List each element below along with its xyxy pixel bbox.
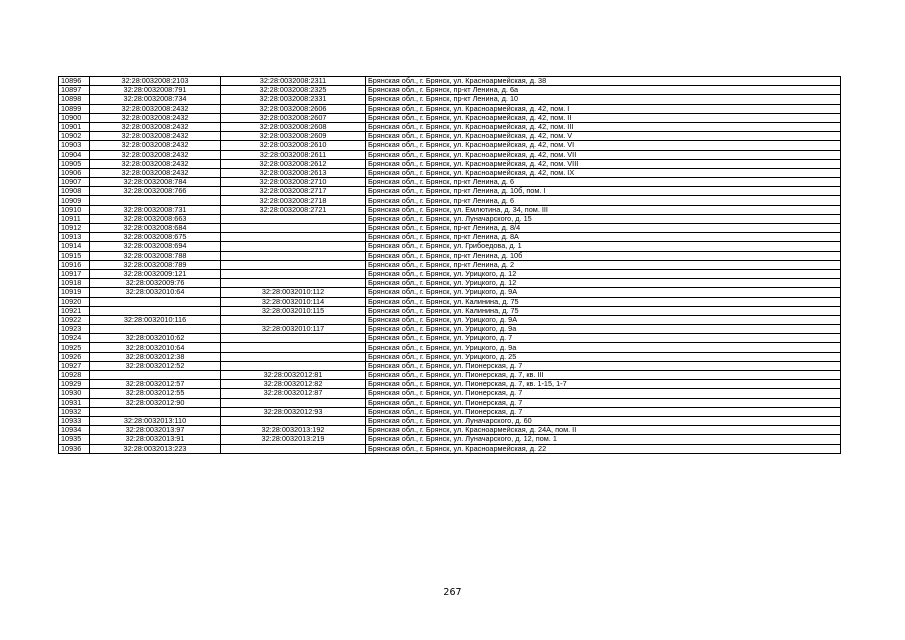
address-cell: Брянская обл., г. Брянск, ул. Красноармейская, д. 42, пом. II: [366, 113, 841, 122]
row-number-cell: 10904: [59, 150, 90, 159]
table-row: [59, 398, 841, 407]
address-cell: Брянская обл., г. Брянск, ул. Урицкого, д. 9а: [366, 325, 841, 334]
row-number-cell: 10914: [59, 242, 90, 251]
cadastral-number-cell: 32:28:0032008:2432: [90, 122, 221, 131]
cadastral-number-cell: 32:28:0032008:734: [90, 95, 221, 104]
object-cadastral-number-cell: [221, 398, 366, 407]
cadastral-number-cell: 32:28:0032010:62: [90, 334, 221, 343]
cadastral-number-cell: 32:28:0032012:90: [90, 398, 221, 407]
address-cell: Брянская обл., г. Брянск, ул. Луначарского, д. 12, пом. 1: [366, 435, 841, 444]
object-cadastral-number-cell: [221, 444, 366, 453]
object-cadastral-number-cell: [221, 343, 366, 352]
address-cell: Брянская обл., г. Брянск, пр-кт Ленина, д. 10: [366, 95, 841, 104]
object-cadastral-number-cell: 32:28:0032008:2311: [221, 77, 366, 86]
cadastral-number-cell: 32:28:0032012:38: [90, 352, 221, 361]
table-row: [59, 251, 841, 260]
table-row: [59, 150, 841, 159]
cadastral-number-cell: [90, 196, 221, 205]
address-cell: Брянская обл., г. Брянск, ул. Луначарского, д. 60: [366, 416, 841, 425]
object-cadastral-number-cell: [221, 334, 366, 343]
object-cadastral-number-cell: 32:28:0032008:2721: [221, 205, 366, 214]
cadastral-number-cell: 32:28:0032013:110: [90, 416, 221, 425]
row-number-cell: 10910: [59, 205, 90, 214]
cadastral-number-cell: 32:28:0032008:788: [90, 251, 221, 260]
row-number-cell: 10922: [59, 315, 90, 324]
row-number-cell: 10925: [59, 343, 90, 352]
address-cell: Брянская обл., г. Брянск, ул. Красноармейская, д. 24А, пом. II: [366, 426, 841, 435]
object-cadastral-number-cell: [221, 361, 366, 370]
cadastral-number-cell: 32:28:0032008:2432: [90, 159, 221, 168]
row-number-cell: 10909: [59, 196, 90, 205]
object-cadastral-number-cell: 32:28:0032012:81: [221, 371, 366, 380]
cadastral-number-cell: 32:28:0032008:2432: [90, 104, 221, 113]
table-row: [59, 343, 841, 352]
table-row: [59, 426, 841, 435]
registry-table-body: [59, 77, 841, 454]
object-cadastral-number-cell: [221, 242, 366, 251]
address-cell: Брянская обл., г. Брянск, ул. Урицкого, д. 9А: [366, 288, 841, 297]
address-cell: Брянская обл., г. Брянск, ул. Пионерская, д. 7: [366, 389, 841, 398]
cadastral-number-cell: 32:28:0032008:2432: [90, 168, 221, 177]
table-row: [59, 389, 841, 398]
table-row: [59, 260, 841, 269]
address-cell: Брянская обл., г. Брянск, ул. Урицкого, д. 7: [366, 334, 841, 343]
row-number-cell: 10924: [59, 334, 90, 343]
object-cadastral-number-cell: [221, 260, 366, 269]
address-cell: Брянская обл., г. Брянск, ул. Красноармейская, д. 42, пом. VIII: [366, 159, 841, 168]
table-row: [59, 187, 841, 196]
row-number-cell: 10913: [59, 233, 90, 242]
cadastral-number-cell: 32:28:0032010:64: [90, 288, 221, 297]
object-cadastral-number-cell: [221, 416, 366, 425]
table-row: [59, 233, 841, 242]
cadastral-number-cell: 32:28:0032008:2432: [90, 132, 221, 141]
cadastral-number-cell: [90, 306, 221, 315]
cadastral-number-cell: 32:28:0032009:76: [90, 279, 221, 288]
object-cadastral-number-cell: 32:28:0032008:2607: [221, 113, 366, 122]
row-number-cell: 10932: [59, 407, 90, 416]
row-number-cell: 10936: [59, 444, 90, 453]
object-cadastral-number-cell: [221, 233, 366, 242]
address-cell: Брянская обл., г. Брянск, ул. Красноармейская, д. 42, пом. V: [366, 132, 841, 141]
address-cell: Брянская обл., г. Брянск, ул. Емлютина, д. 34, пом. III: [366, 205, 841, 214]
row-number-cell: 10927: [59, 361, 90, 370]
object-cadastral-number-cell: 32:28:0032008:2612: [221, 159, 366, 168]
object-cadastral-number-cell: 32:28:0032008:2325: [221, 86, 366, 95]
address-cell: Брянская обл., г. Брянск, ул. Урицкого, д. 25: [366, 352, 841, 361]
row-number-cell: 10912: [59, 224, 90, 233]
row-number-cell: 10918: [59, 279, 90, 288]
row-number-cell: 10901: [59, 122, 90, 131]
table-row: [59, 178, 841, 187]
row-number-cell: 10897: [59, 86, 90, 95]
address-cell: Брянская обл., г. Брянск, пр-кт Ленина, д. 8А: [366, 233, 841, 242]
row-number-cell: 10898: [59, 95, 90, 104]
row-number-cell: 10899: [59, 104, 90, 113]
address-cell: Брянская обл., г. Брянск, ул. Луначарского, д. 15: [366, 214, 841, 223]
row-number-cell: 10917: [59, 269, 90, 278]
row-number-cell: 10919: [59, 288, 90, 297]
object-cadastral-number-cell: 32:28:0032013:192: [221, 426, 366, 435]
address-cell: Брянская обл., г. Брянск, ул. Красноармейская, д. 38: [366, 77, 841, 86]
cadastral-number-cell: 32:28:0032012:55: [90, 389, 221, 398]
table-row: [59, 159, 841, 168]
cadastral-number-cell: 32:28:0032013:97: [90, 426, 221, 435]
cadastral-number-cell: [90, 325, 221, 334]
table-row: [59, 352, 841, 361]
table-row: [59, 416, 841, 425]
object-cadastral-number-cell: 32:28:0032008:2609: [221, 132, 366, 141]
cadastral-number-cell: 32:28:0032008:684: [90, 224, 221, 233]
row-number-cell: 10902: [59, 132, 90, 141]
object-cadastral-number-cell: 32:28:0032010:114: [221, 297, 366, 306]
table-row: [59, 435, 841, 444]
row-number-cell: 10931: [59, 398, 90, 407]
object-cadastral-number-cell: [221, 315, 366, 324]
cadastral-number-cell: [90, 297, 221, 306]
row-number-cell: 10905: [59, 159, 90, 168]
address-cell: Брянская обл., г. Брянск, ул. Красноармейская, д. 42, пом. VI: [366, 141, 841, 150]
row-number-cell: 10929: [59, 380, 90, 389]
address-cell: Брянская обл., г. Брянск, пр-кт Ленина, д. 6а: [366, 86, 841, 95]
address-cell: Брянская обл., г. Брянск, ул. Пионерская, д. 7, кв. 1-15, 1-7: [366, 380, 841, 389]
object-cadastral-number-cell: 32:28:0032012:87: [221, 389, 366, 398]
row-number-cell: 10935: [59, 435, 90, 444]
cadastral-number-cell: 32:28:0032008:789: [90, 260, 221, 269]
row-number-cell: 10911: [59, 214, 90, 223]
table-row: [59, 122, 841, 131]
cadastral-number-cell: 32:28:0032008:2103: [90, 77, 221, 86]
object-cadastral-number-cell: [221, 224, 366, 233]
object-cadastral-number-cell: 32:28:0032012:93: [221, 407, 366, 416]
table-row: [59, 371, 841, 380]
cadastral-number-cell: [90, 407, 221, 416]
object-cadastral-number-cell: [221, 352, 366, 361]
cadastral-number-cell: 32:28:0032008:2432: [90, 141, 221, 150]
table-row: [59, 168, 841, 177]
address-cell: Брянская обл., г. Брянск, ул. Урицкого, д. 12: [366, 279, 841, 288]
address-cell: Брянская обл., г. Брянск, ул. Грибоедова, д. 1: [366, 242, 841, 251]
table-row: [59, 132, 841, 141]
address-cell: Брянская обл., г. Брянск, ул. Красноармейская, д. 42, пом. III: [366, 122, 841, 131]
table-row: [59, 325, 841, 334]
table-row: [59, 297, 841, 306]
table-row: [59, 214, 841, 223]
address-cell: Брянская обл., г. Брянск, ул. Красноармейская, д. 42, пом. VII: [366, 150, 841, 159]
object-cadastral-number-cell: [221, 251, 366, 260]
object-cadastral-number-cell: 32:28:0032010:117: [221, 325, 366, 334]
row-number-cell: 10928: [59, 371, 90, 380]
address-cell: Брянская обл., г. Брянск, ул. Красноармейская, д. 42, пом. I: [366, 104, 841, 113]
table-row: [59, 113, 841, 122]
object-cadastral-number-cell: 32:28:0032008:2331: [221, 95, 366, 104]
table-row: [59, 444, 841, 453]
row-number-cell: 10906: [59, 168, 90, 177]
cadastral-number-cell: 32:28:0032009:121: [90, 269, 221, 278]
address-cell: Брянская обл., г. Брянск, ул. Урицкого, д. 9А: [366, 315, 841, 324]
address-cell: Брянская обл., г. Брянск, пр-кт Ленина, д. 10б: [366, 251, 841, 260]
row-number-cell: 10926: [59, 352, 90, 361]
cadastral-number-cell: 32:28:0032012:57: [90, 380, 221, 389]
address-cell: Брянская обл., г. Брянск, пр-кт Ленина, д. 2: [366, 260, 841, 269]
row-number-cell: 10916: [59, 260, 90, 269]
address-cell: Брянская обл., г. Брянск, пр-кт Ленина, д. 6: [366, 196, 841, 205]
table-row: [59, 224, 841, 233]
table-row: [59, 279, 841, 288]
address-cell: Брянская обл., г. Брянск, ул. Пионерская, д. 7: [366, 361, 841, 370]
cadastral-number-cell: 32:28:0032013:91: [90, 435, 221, 444]
row-number-cell: 10933: [59, 416, 90, 425]
row-number-cell: 10921: [59, 306, 90, 315]
table-row: [59, 205, 841, 214]
table-row: [59, 288, 841, 297]
registry-table: [58, 76, 841, 454]
cadastral-number-cell: [90, 371, 221, 380]
table-row: [59, 306, 841, 315]
table-row: [59, 315, 841, 324]
cadastral-number-cell: 32:28:0032008:694: [90, 242, 221, 251]
row-number-cell: 10907: [59, 178, 90, 187]
object-cadastral-number-cell: [221, 279, 366, 288]
address-cell: Брянская обл., г. Брянск, пр-кт Ленина, д. 8/4: [366, 224, 841, 233]
address-cell: Брянская обл., г. Брянск, пр-кт Ленина, д. 6: [366, 178, 841, 187]
cadastral-number-cell: 32:28:0032008:663: [90, 214, 221, 223]
object-cadastral-number-cell: 32:28:0032010:112: [221, 288, 366, 297]
table-row: [59, 361, 841, 370]
row-number-cell: 10900: [59, 113, 90, 122]
cadastral-number-cell: 32:28:0032010:116: [90, 315, 221, 324]
row-number-cell: 10920: [59, 297, 90, 306]
address-cell: Брянская обл., г. Брянск, ул. Пионерская, д. 7: [366, 398, 841, 407]
cadastral-number-cell: 32:28:0032010:64: [90, 343, 221, 352]
table-row: [59, 269, 841, 278]
object-cadastral-number-cell: 32:28:0032008:2710: [221, 178, 366, 187]
address-cell: Брянская обл., г. Брянск, ул. Красноармейская, д. 22: [366, 444, 841, 453]
object-cadastral-number-cell: 32:28:0032008:2606: [221, 104, 366, 113]
cadastral-number-cell: 32:28:0032008:2432: [90, 150, 221, 159]
object-cadastral-number-cell: 32:28:0032008:2608: [221, 122, 366, 131]
object-cadastral-number-cell: 32:28:0032008:2611: [221, 150, 366, 159]
table-row: [59, 380, 841, 389]
table-row: [59, 196, 841, 205]
table-row: [59, 242, 841, 251]
row-number-cell: 10934: [59, 426, 90, 435]
table-row: [59, 95, 841, 104]
row-number-cell: 10923: [59, 325, 90, 334]
address-cell: Брянская обл., г. Брянск, ул. Пионерская, д. 7: [366, 407, 841, 416]
table-row: [59, 86, 841, 95]
cadastral-number-cell: 32:28:0032008:675: [90, 233, 221, 242]
address-cell: Брянская обл., г. Брянск, ул. Пионерская, д. 7, кв. III: [366, 371, 841, 380]
object-cadastral-number-cell: [221, 214, 366, 223]
cadastral-number-cell: 32:28:0032008:2432: [90, 113, 221, 122]
address-cell: Брянская обл., г. Брянск, ул. Калинина, д. 75: [366, 297, 841, 306]
address-cell: Брянская обл., г. Брянск, пр-кт Ленина, д. 10б, пом. I: [366, 187, 841, 196]
object-cadastral-number-cell: 32:28:0032008:2717: [221, 187, 366, 196]
object-cadastral-number-cell: [221, 269, 366, 278]
page-number: 267: [443, 587, 462, 598]
cadastral-number-cell: 32:28:0032008:731: [90, 205, 221, 214]
cadastral-number-cell: 32:28:0032008:766: [90, 187, 221, 196]
object-cadastral-number-cell: 32:28:0032012:82: [221, 380, 366, 389]
object-cadastral-number-cell: 32:28:0032008:2718: [221, 196, 366, 205]
row-number-cell: 10915: [59, 251, 90, 260]
object-cadastral-number-cell: 32:28:0032008:2613: [221, 168, 366, 177]
cadastral-number-cell: 32:28:0032012:52: [90, 361, 221, 370]
address-cell: Брянская обл., г. Брянск, ул. Калинина, д. 75: [366, 306, 841, 315]
object-cadastral-number-cell: 32:28:0032008:2610: [221, 141, 366, 150]
table-row: [59, 407, 841, 416]
cadastral-number-cell: 32:28:0032013:223: [90, 444, 221, 453]
table-row: [59, 77, 841, 86]
row-number-cell: 10930: [59, 389, 90, 398]
address-cell: Брянская обл., г. Брянск, ул. Урицкого, д. 9а: [366, 343, 841, 352]
object-cadastral-number-cell: 32:28:0032010:115: [221, 306, 366, 315]
table-row: [59, 104, 841, 113]
row-number-cell: 10903: [59, 141, 90, 150]
object-cadastral-number-cell: 32:28:0032013:219: [221, 435, 366, 444]
cadastral-number-cell: 32:28:0032008:791: [90, 86, 221, 95]
table-row: [59, 141, 841, 150]
cadastral-number-cell: 32:28:0032008:784: [90, 178, 221, 187]
row-number-cell: 10896: [59, 77, 90, 86]
table-row: [59, 334, 841, 343]
address-cell: Брянская обл., г. Брянск, ул. Красноармейская, д. 42, пом. IX: [366, 168, 841, 177]
row-number-cell: 10908: [59, 187, 90, 196]
address-cell: Брянская обл., г. Брянск, ул. Урицкого, д. 12: [366, 269, 841, 278]
